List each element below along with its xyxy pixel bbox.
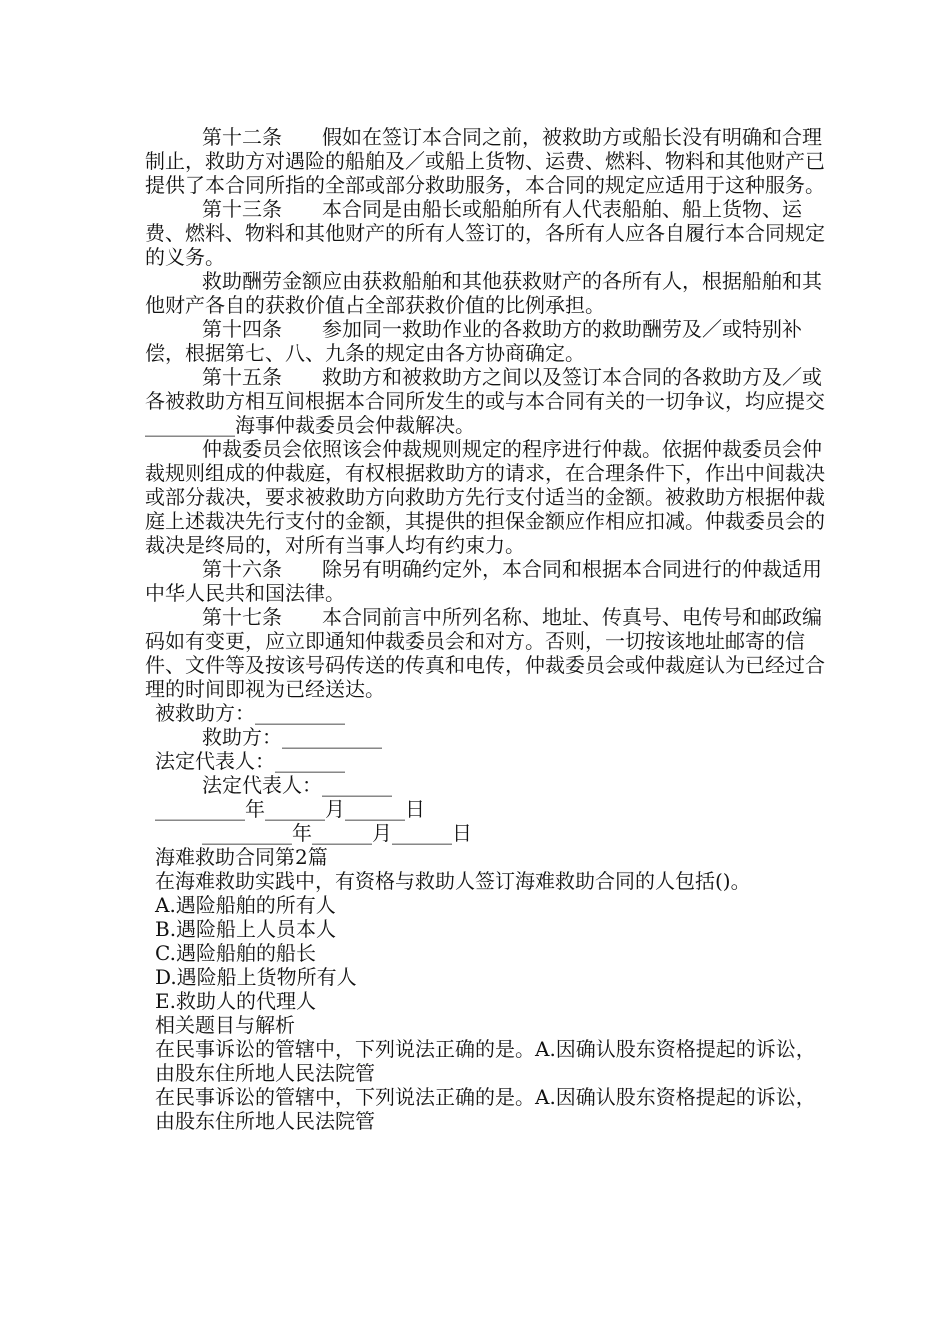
article-12: 第十二条 假如在签订本合同之前，被救助方或船长没有明确和合理制止，救助方对遇险的船舶及／或船上货物、运费、燃料、物料和其他财产已提供了本合同所指的全部或部分救助服务，本合同的规定应适用于这种服务。	[145, 125, 825, 197]
article-17: 第十七条 本合同前言中所列名称、地址、传真号、电传号和邮政编码如有变更，应立即通知仲裁委员会和对方。否则，一切按该地址邮寄的信件、文件等及按该号码传送的传真和电传，仲裁委员会或仲裁庭认为已经过合理的时间即视为已经送达。	[145, 605, 825, 701]
option-b: B.遇险船上人员本人	[155, 917, 337, 941]
article-14: 第十四条 参加同一救助作业的各救助方的救助酬劳及／或特别补偿，根据第七、八、九条的规定由各方协商确定。	[145, 317, 802, 365]
option-c: C.遇险船舶的船长	[155, 941, 316, 965]
signature-salvor: 救助方：__________	[202, 725, 382, 749]
question-text: 在海难救助实践中，有资格与救助人签订海难救助合同的人包括()。	[155, 869, 751, 893]
date-line-1: _________年______月______日	[155, 797, 425, 821]
legal-representative-2: 法定代表人：_______	[202, 773, 392, 797]
article-13: 第十三条 本合同是由船长或船舶所有人代表船舶、船上货物、运费、燃料、物料和其他财产的所有人签订的，各所有人应各自履行本合同规定的义务。	[145, 197, 825, 269]
article-13-paragraph-2: 救助酬劳金额应由获救船舶和其他获救财产的各所有人，根据船舶和其他财产各自的获救价值占全部获救价值的比例承担。	[145, 269, 822, 317]
article-16: 第十六条 除另有明确约定外，本合同和根据本合同进行的仲裁适用中华人民共和国法律。	[145, 557, 822, 605]
date-line-2: _________年______月______日	[202, 821, 472, 845]
option-a: A.遇险船舶的所有人	[155, 893, 336, 917]
section-heading: 海难救助合同第2篇	[155, 845, 328, 869]
option-d: D.遇险船上货物所有人	[155, 965, 357, 989]
legal-representative-1: 法定代表人：_______	[155, 749, 345, 773]
article-15: 第十五条 救助方和被救助方之间以及签订本合同的各救助方及／或各被救助方相互间根据本合同所发生的或与本合同有关的一切争议，均应提交_________海事仲裁委员会仲裁解决。	[145, 365, 825, 437]
signature-salved-party: 被救助方：_________	[155, 701, 345, 725]
related-question-2: 在民事诉讼的管辖中，下列说法正确的是。A.因确认股东资格提起的诉讼，由股东住所地人民法院管	[155, 1085, 816, 1133]
option-e: E.救助人的代理人	[155, 989, 316, 1013]
related-heading: 相关题目与解析	[155, 1013, 295, 1037]
article-15-paragraph-2: 仲裁委员会依照该会仲裁规则规定的程序进行仲裁。依据仲裁委员会仲裁规则组成的仲裁庭，有权根据救助方的请求，在合理条件下，作出中间裁决或部分裁决，要求被救助方向救助方先行支付适当的金额。被救助方根据仲裁庭上述裁决先行支付的金额，其提供的担保金额应作相应扣减。仲裁委员会的裁决是终局的，对所有当事人均有约束力。	[145, 437, 825, 557]
related-question-1: 在民事诉讼的管辖中，下列说法正确的是。A.因确认股东资格提起的诉讼，由股东住所地人民法院管	[155, 1037, 816, 1085]
